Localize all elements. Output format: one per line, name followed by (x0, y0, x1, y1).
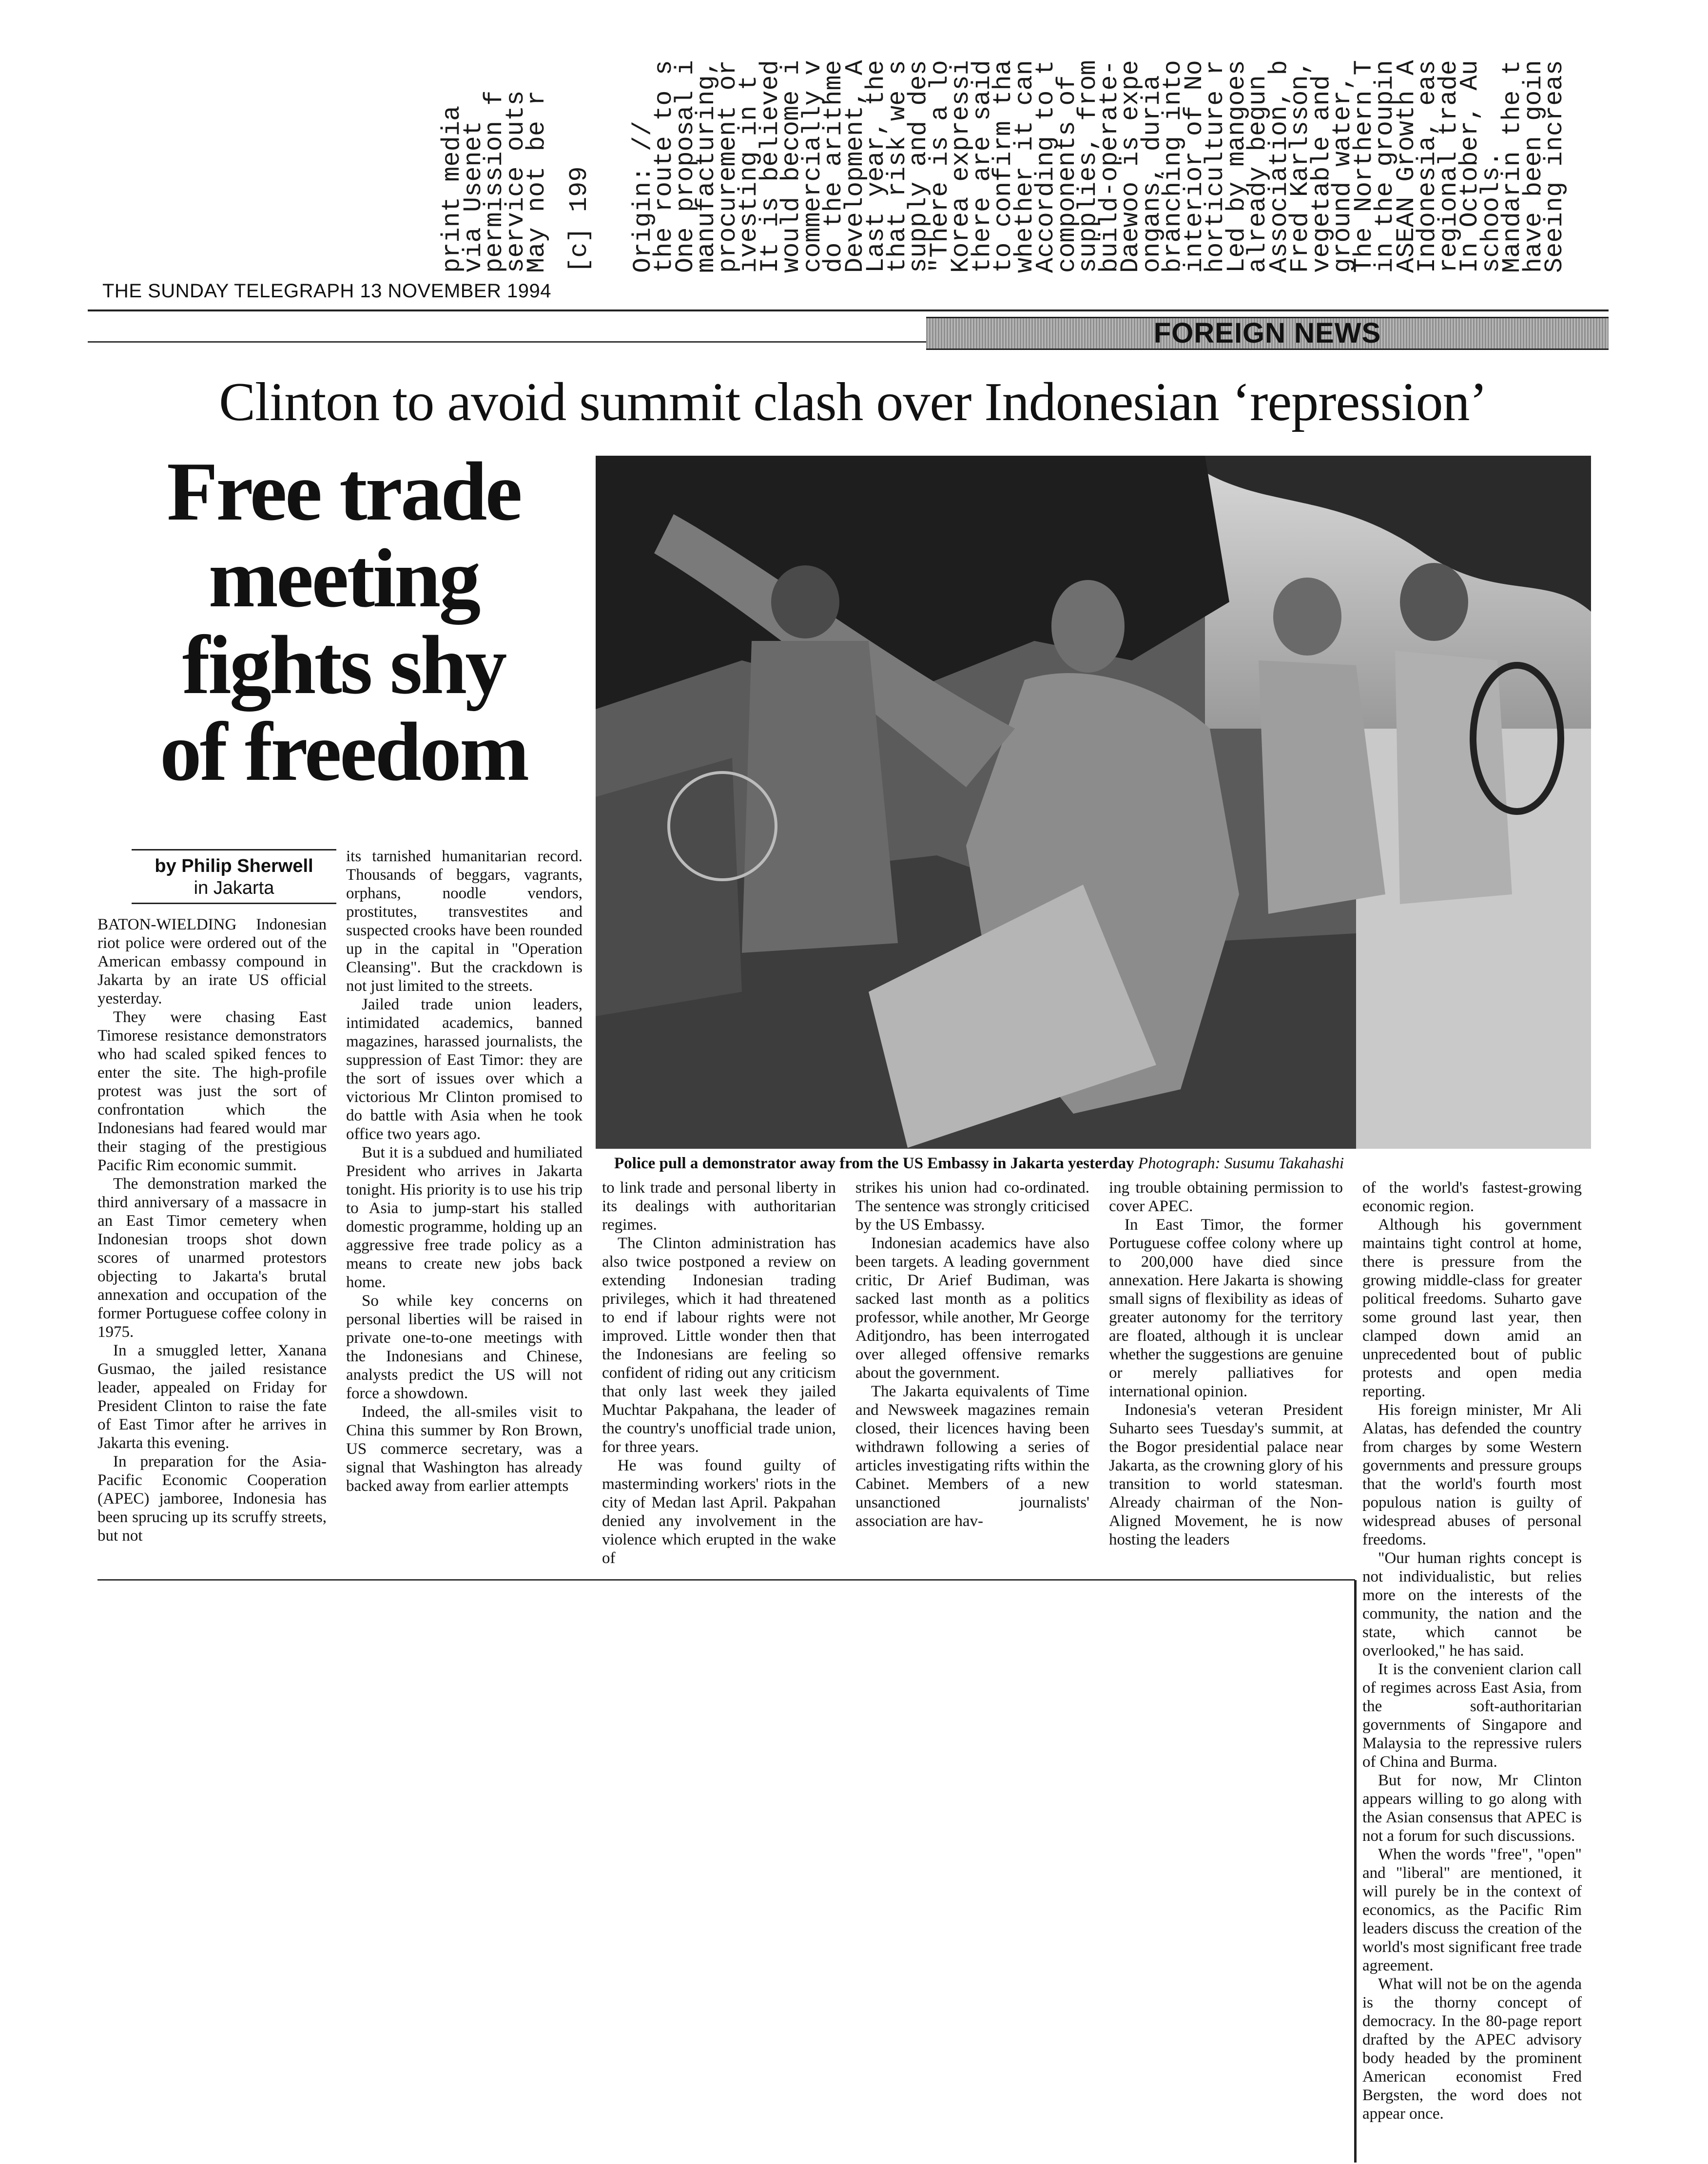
paragraph: So while key concerns on personal liberties will be raised in private one-to-one meetings with the Indonesians and Chinese, analysts predict the US will not force a showdown. (346, 1292, 582, 1402)
fragment-line: Mandarin the t (1498, 60, 1527, 273)
paragraph: The Clinton administration has also twice postponed a review on extending Indonesian trading privileges, which it had threatened to end if labour rights were not improved. Little wonder then that the Indonesians are feeling so confident of riding out any criticism that only last week they jailed Muchtar Pakpahana, the leader of the country's unofficial trade union, for three years. (602, 1235, 836, 1456)
fragment-line: manufacturing, (692, 60, 721, 273)
paragraph: It is the convenient clarion call of regimes across East Asia, from the soft-authoritarian governments of Singapore and Malaysia to the repressive rulers of China and Burma. (1362, 1661, 1582, 1771)
fragment-line: horticulture r (1201, 60, 1230, 273)
paragraph: to link trade and personal liberty in its dealings with authoritarian regimes. (602, 1179, 836, 1234)
fragment-line: ASEAN Growth A (1392, 60, 1421, 273)
fragment-line: have been goin (1519, 60, 1548, 273)
column-divider (1354, 1580, 1357, 2163)
fragment-line: the route to s (650, 60, 679, 273)
fragment-line: already begun (1243, 75, 1272, 273)
section-rule (88, 341, 926, 343)
fragment-line: in the groupin (1371, 60, 1399, 273)
fragment-line: [c] 199 (565, 166, 594, 273)
article-column-2 (346, 847, 582, 1495)
byline-name: by Philip Sherwell (155, 856, 313, 876)
photo-credit: Photograph: Susumu Takahashi (1138, 1155, 1344, 1172)
headline-line: Free trade (167, 445, 521, 538)
byline-rule (132, 903, 336, 904)
fragment-line: ıvesting in t (735, 75, 763, 273)
main-headline (97, 445, 590, 798)
caption-text: Police pull a demonstrator away from the US Embassy in Jakarta yesterday (614, 1155, 1134, 1172)
paragraph: His foreign minister, Mr Ali Alatas, has defended the country from charges by some Western governments and pressure groups that the world's fourth most populous nation is guilty of widespread abuses of personal freedoms. (1362, 1401, 1582, 1548)
fragment-line: According to t (1031, 60, 1060, 273)
page-bottom-rule (97, 1579, 1355, 1581)
fragment-line: interior of No (1180, 60, 1209, 273)
paragraph: Jailed trade union leaders, intimidated academics, banned magazines, harassed journalists, the suppression of East Timor: they are the sort of issues over which a victorious Mr Clinton promised to do battle with Asia when he took office two years ago. (346, 996, 582, 1143)
paragraph: The Jakarta equivalents of Time and Newsweek magazines remain closed, their licences having been withdrawn following a series of articles investigating rifts within the Cabinet. Members of a new unsanctioned journalists' association are hav- (855, 1383, 1089, 1530)
fragment-line: procurement or (713, 60, 742, 273)
fragment-line: Indonesia, eas (1413, 60, 1442, 273)
fragment-line: In October, Au (1456, 60, 1484, 273)
paragraph: "Our human rights concept is not individualistic, but relies more on the interests of the community, the nation and the state, which cannot be overlooked," he has said. (1362, 1549, 1582, 1660)
paragraph: Although his government maintains tight control at home, there is pressure from the growing middle-class for greater political freedoms. Suharto gave some ground last year, then clamped down amid an unprecedented bout of public protests and open media reporting. (1362, 1216, 1582, 1400)
article-column-3 (602, 1179, 836, 1567)
fragment-line: build-operate- (1095, 60, 1124, 273)
headline-line: fights shy (182, 619, 505, 712)
paragraph: In East Timor, the former Portuguese coffee colony where up to 200,000 have died since annexation. Here Jakarta is showing small signs of flexibility as ideas of greater autonomy for the territory are floated, although it is unclear whether the suggestions are genuine or merely palliatives for international opinion. (1109, 1216, 1343, 1400)
fragment-line: commercially v (798, 60, 827, 273)
headline-line: of freedom (159, 706, 528, 798)
paragraph: strikes his union had co-ordinated. The sentence was strongly criticised by the US Embassy. (855, 1179, 1089, 1234)
fragment-line: Daewoo is expe (1116, 60, 1145, 273)
news-photo (596, 456, 1591, 1149)
paragraph: They were chasing East Timorese resistance demonstrators who had scaled spiked fences to enter the site. The high-profile protest was just the sort of confrontation which the Indonesians had feared would mar their staging of the prestigious Pacific Rim economic summit. (97, 1008, 327, 1174)
fragment-line: to confirm tha (989, 60, 1018, 273)
paragraph: In preparation for the Asia-Pacific Economic Cooperation (APEC) jamboree, Indonesia has been sprucing up its scruffy streets, but not (97, 1453, 327, 1545)
paragraph: In a smuggled letter, Xanana Gusmao, the jailed resistance leader, appealed on Friday for President Clinton to raise the fate of East Timor after he arrives in Jakarta this evening. (97, 1342, 327, 1452)
paragraph: What will not be on the agenda is the thorny concept of democracy. In the 80-page report drafted by the APEC advisory body headed by the prominent American economist Fred Bergsten, the word does not appear once. (1362, 1975, 1582, 2123)
photo-illustration (596, 456, 1591, 1149)
fragment-line: branching into (1159, 60, 1187, 273)
fragment-line: Korea expressi (947, 60, 975, 273)
byline-place: in Jakarta (194, 878, 274, 898)
fragment-line: The Northern T (1349, 60, 1378, 273)
fragment-line: would become i (777, 60, 806, 273)
fragment-line: schools. (1476, 151, 1506, 273)
article-column-5 (1109, 1179, 1343, 1549)
paragraph: Indonesian academics have also been targets. A leading government critic, Dr Arief Budiman, was sacked last month as a politics professor, while another, Mr George Aditjondro, has been interrogated over alleged offensive remarks about the government. (855, 1235, 1089, 1382)
fragment-line: "There is a lo (925, 60, 954, 273)
fragment-line: regional trade (1434, 60, 1463, 273)
fragment-line: Origin: // (628, 120, 658, 273)
photo-caption (614, 1154, 1609, 1173)
paragraph: of the world's fastest-growing economic region. (1362, 1179, 1582, 1215)
fragment-line: print media (438, 105, 466, 273)
paragraph: Indeed, the all-smiles visit to China this summer by Ron Brown, US commerce secretary, was a signal that Washington has already backed away from earlier attempts (346, 1403, 582, 1495)
fragment-line: One proposal i (671, 60, 700, 273)
fragment-line: supplies, from (1074, 60, 1103, 273)
rotated-text-fragment (438, 60, 1570, 273)
fragment-line: Association, b (1264, 60, 1294, 273)
fragment-line: ongans, duria (1137, 75, 1166, 273)
headline-line: meeting (208, 532, 479, 625)
fragment-line: components of (1052, 75, 1082, 273)
article-column-1 (97, 915, 327, 1545)
fragment-line: Led by mangoes (1222, 60, 1251, 273)
fragment-line: It is believed (756, 60, 785, 273)
paragraph: He was found guilty of masterminding workers' riots in the city of Medan last April. Pakpahan denied any involvement in the violence which erupted in the wake of (602, 1457, 836, 1567)
masthead-rule (88, 309, 1609, 311)
paragraph: BATON-WIELDING Indonesian riot police were ordered out of the American embassy compound in Jakarta by an irate US official yesterday. (97, 916, 327, 1007)
fragment-line: service outs (501, 90, 530, 273)
fragment-line: ground water, (1328, 75, 1357, 273)
paragraph: When the words "free", "open" and "liberal" are mentioned, it will purely be in the context of economics, as the Pacific Rim leaders discuss the creation of the world's most significant free trade agreement. (1362, 1846, 1582, 1974)
fragment-line: May not be r (523, 90, 551, 273)
byline-rule (132, 849, 336, 850)
fragment-line: supply and des (904, 60, 933, 273)
fragment-line: via Usenet (459, 120, 488, 273)
paragraph: its tarnished humanitarian record. Thousands of beggars, vagrants, orphans, noodle vendors, prostitutes, transvestites and suspected crooks have been rounded up in the capital in "Operation Cleansing". But the crackdown is not just limited to the streets. (346, 848, 582, 995)
fragment-line: permission f (480, 90, 509, 273)
fragment-line: Fred Karlsson, (1286, 60, 1315, 273)
fragment-line: that risk we s (883, 60, 912, 273)
paragraph: But it is a subdued and humiliated President who arrives in Jakarta tonight. His priority is to use his trip to Asia to jump-start his stalled domestic programme, holding up an aggressive free trade policy as a means to create new jobs back home. (346, 1144, 582, 1291)
paragraph: The demonstration marked the third anniversary of a massacre in an East Timor cemetery when Indonesian troops shot down scores of unarmed protestors objecting to Jakarta's brutal annexation and occupation of the former Portuguese coffee colony in 1975. (97, 1175, 327, 1341)
fragment-line: Development, A (840, 60, 870, 273)
fragment-line: whether it can (1010, 60, 1039, 273)
masthead-dateline: THE SUNDAY TELEGRAPH 13 NOVEMBER 1994 (102, 280, 552, 302)
paragraph: Indonesia's veteran President Suharto sees Tuesday's summit, at the Bogor presidential palace near Jakarta, as the crowning glory of his transition to world statesman. Already chairman of the Non-Aligned Movement, he is now hosting the leaders (1109, 1401, 1343, 1548)
fragment-line: there are said (968, 60, 997, 273)
fragment-line: Last year, the (862, 60, 891, 273)
fragment-line: do the arithme (819, 60, 848, 273)
paragraph: ing trouble obtaining permission to cover APEC. (1109, 1179, 1343, 1215)
paragraph: But for now, Mr Clinton appears willing to go along with the Asian consensus that APEC is not a forum for such discussions. (1362, 1772, 1582, 1845)
fragment-line: vegetable and (1307, 75, 1336, 273)
section-label: FOREIGN NEWS (1153, 317, 1381, 349)
kicker-headline: Clinton to avoid summit clash over Indonesian ‘repression’ (219, 372, 1487, 432)
article-column-6 (1362, 1179, 1582, 2123)
fragment-line: Seeing increas (1540, 60, 1569, 273)
article-column-4 (855, 1179, 1089, 1530)
